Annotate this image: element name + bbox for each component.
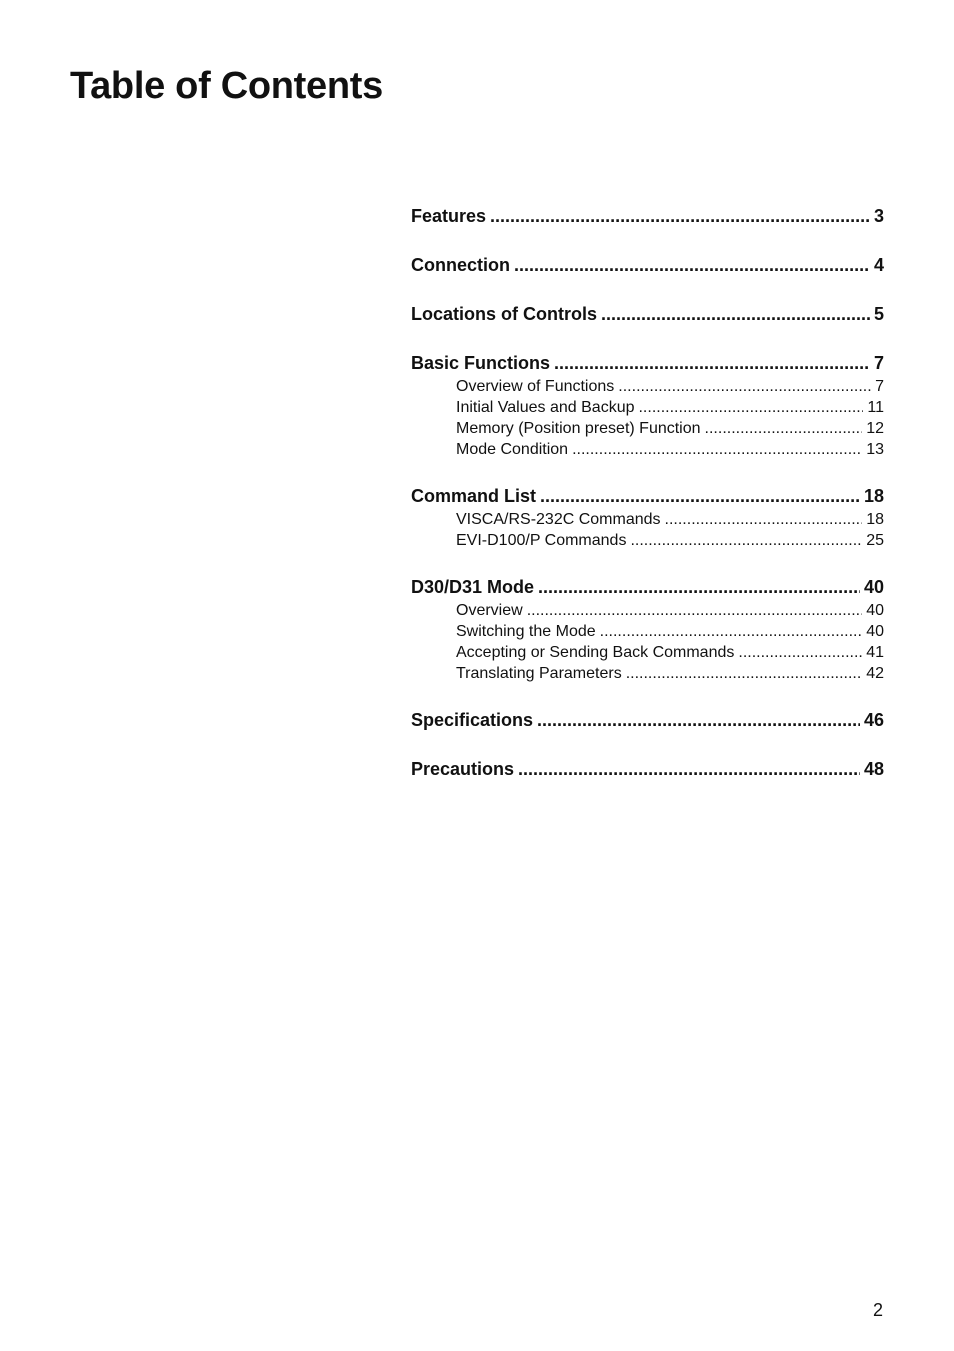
toc-entry-title: Basic Functions bbox=[411, 353, 551, 373]
toc-subentry-title: Overview of Functions bbox=[456, 378, 615, 395]
dot-leader bbox=[738, 642, 862, 663]
table-of-contents bbox=[411, 204, 884, 806]
toc-entry-page: 5 bbox=[873, 304, 884, 324]
toc-subentry-page: 40 bbox=[866, 623, 884, 640]
toc-subentry[interactable] bbox=[411, 621, 884, 642]
dot-leader bbox=[514, 253, 870, 278]
toc-entry[interactable] bbox=[411, 484, 884, 509]
toc-entry-title: Features bbox=[411, 206, 487, 226]
toc-subentry-title: Switching the Mode bbox=[456, 623, 596, 640]
toc-subentry[interactable] bbox=[411, 418, 884, 439]
toc-section bbox=[411, 204, 884, 229]
toc-entry[interactable] bbox=[411, 575, 884, 600]
toc-section bbox=[411, 253, 884, 278]
toc-section bbox=[411, 351, 884, 460]
toc-subentry-page: 25 bbox=[866, 532, 884, 549]
dot-leader bbox=[554, 351, 870, 376]
toc-entry-page: 40 bbox=[863, 577, 884, 597]
toc-subentry-page: 13 bbox=[866, 441, 884, 458]
toc-entry-page: 48 bbox=[863, 759, 884, 779]
dot-leader bbox=[490, 204, 870, 229]
toc-entry[interactable] bbox=[411, 708, 884, 733]
dot-leader bbox=[527, 600, 863, 621]
toc-entry-page: 18 bbox=[863, 486, 884, 506]
toc-entry-title: Connection bbox=[411, 255, 510, 275]
toc-entry[interactable] bbox=[411, 253, 884, 278]
toc-section bbox=[411, 708, 884, 733]
dot-leader bbox=[601, 302, 870, 327]
toc-subentry[interactable] bbox=[411, 376, 884, 397]
toc-subentry-page: 12 bbox=[866, 420, 884, 437]
toc-entry-page: 7 bbox=[873, 353, 884, 373]
toc-subentry[interactable] bbox=[411, 439, 884, 460]
toc-subentry-page: 11 bbox=[867, 399, 884, 416]
toc-section bbox=[411, 757, 884, 782]
toc-subentry[interactable] bbox=[411, 642, 884, 663]
toc-entry-title: Locations of Controls bbox=[411, 304, 597, 324]
toc-subentry-title: Overview bbox=[456, 602, 523, 619]
dot-leader bbox=[572, 439, 862, 460]
dot-leader bbox=[538, 575, 860, 600]
toc-subentry-page: 40 bbox=[866, 602, 884, 619]
toc-entry[interactable] bbox=[411, 302, 884, 327]
toc-subentry[interactable] bbox=[411, 397, 884, 418]
dot-leader bbox=[600, 621, 863, 642]
toc-subentry-title: EVI-D100/P Commands bbox=[456, 532, 627, 549]
toc-subentry-page: 41 bbox=[866, 644, 884, 661]
toc-subentry[interactable] bbox=[411, 600, 884, 621]
dot-leader bbox=[626, 663, 863, 684]
toc-entry-title: Specifications bbox=[411, 710, 534, 730]
toc-entry[interactable] bbox=[411, 351, 884, 376]
toc-entry[interactable] bbox=[411, 204, 884, 229]
dot-leader bbox=[618, 376, 871, 397]
toc-subentry-title: Initial Values and Backup bbox=[456, 399, 635, 416]
toc-entry-title: Command List bbox=[411, 486, 537, 506]
toc-entry-page: 3 bbox=[873, 206, 884, 226]
toc-section bbox=[411, 575, 884, 684]
toc-subentry[interactable] bbox=[411, 530, 884, 551]
dot-leader bbox=[705, 418, 863, 439]
toc-entry[interactable] bbox=[411, 757, 884, 782]
toc-subentry-page: 42 bbox=[866, 665, 884, 682]
toc-section bbox=[411, 302, 884, 327]
toc-subentry-page: 7 bbox=[875, 378, 884, 395]
toc-entry-title: D30/D31 Mode bbox=[411, 577, 535, 597]
toc-subentry-title: Translating Parameters bbox=[456, 665, 622, 682]
dot-leader bbox=[638, 397, 863, 418]
toc-entry-page: 46 bbox=[863, 710, 884, 730]
page-number: 2 bbox=[872, 1300, 883, 1320]
dot-leader bbox=[518, 757, 860, 782]
page-title: Table of Contents bbox=[70, 65, 383, 107]
dot-leader bbox=[665, 509, 863, 530]
toc-subentry[interactable] bbox=[411, 509, 884, 530]
dot-leader bbox=[630, 530, 862, 551]
toc-section bbox=[411, 484, 884, 551]
toc-subentry-title: Memory (Position preset) Function bbox=[456, 420, 701, 437]
toc-subentry-title: VISCA/RS-232C Commands bbox=[456, 511, 661, 528]
toc-subentry-page: 18 bbox=[866, 511, 884, 528]
dot-leader bbox=[537, 708, 860, 733]
dot-leader bbox=[540, 484, 860, 509]
toc-subentry-title: Accepting or Sending Back Commands bbox=[456, 644, 735, 661]
toc-subentry[interactable] bbox=[411, 663, 884, 684]
toc-entry-title: Precautions bbox=[411, 759, 515, 779]
toc-entry-page: 4 bbox=[873, 255, 884, 275]
toc-subentry-title: Mode Condition bbox=[456, 441, 569, 458]
